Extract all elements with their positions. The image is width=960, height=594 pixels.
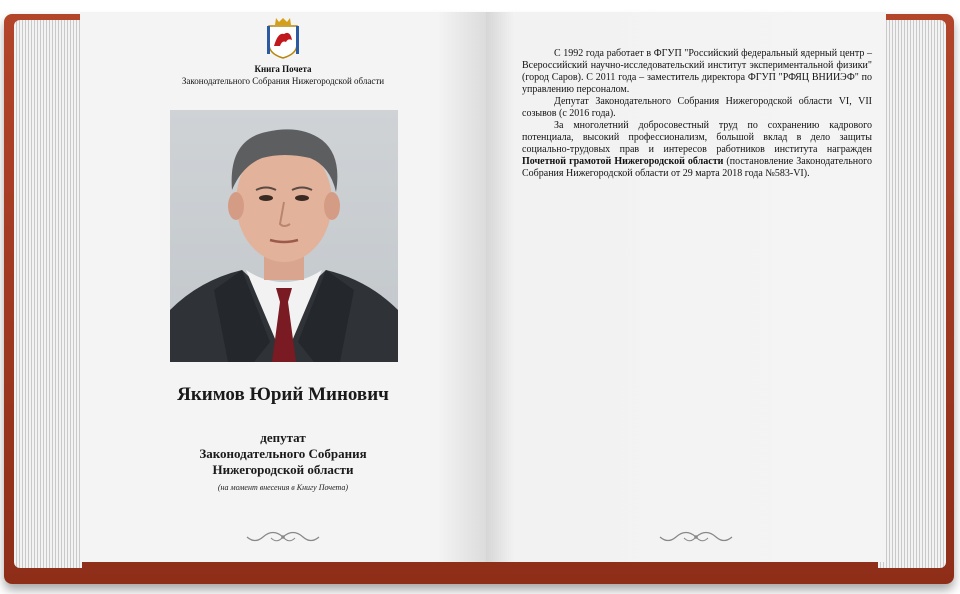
position-line-1: депутат: [260, 430, 306, 445]
award-text-end: (постановление Законодательного Собрания Нижегородской области от 29 марта 2018 года №583-VI).: [522, 156, 872, 179]
right-page-edges: [878, 20, 946, 568]
biography-text: [522, 48, 872, 180]
biography-paragraph-3: [522, 120, 872, 180]
ornament-divider-icon: [656, 528, 736, 546]
biography-paragraph-2: Депутат Законодательного Собрания Нижегородской области VI, VII созывов (с 2016 года).: [522, 96, 872, 119]
book-title: Книга Почета: [254, 64, 312, 74]
award-text-start: За многолетний добросовестный труд по сохранению кадрового потенциала, высокий профессионализм, большой вклад в дело защиты социально-трудовых прав и интересов работников института награжден: [522, 120, 872, 155]
person-name: Якимов Юрий Минович: [177, 384, 389, 405]
coat-of-arms-icon: [264, 16, 302, 60]
right-page: [486, 12, 886, 562]
award-name: Почетной грамотой Нижегородской области: [522, 156, 724, 167]
left-page-edges: [14, 20, 82, 568]
portrait-photo: [170, 110, 398, 362]
position-line-2: Законодательного Собрания: [199, 446, 367, 461]
biography-paragraph-1: С 1992 года работает в ФГУП "Российский федеральный ядерный центр – Всероссийский научно-исследовательский институт экспериментальной физики" (город Саров). С 2011 года – заместитель директора ФГУП "РФЯЦ ВНИИЭФ" по управлению персоналом.: [522, 48, 872, 95]
book-subtitle: Законодательного Собрания Нижегородской области: [181, 76, 385, 86]
left-page: [80, 12, 486, 562]
ornament-divider-icon: [243, 528, 323, 546]
position-line-3: Нижегородской области: [212, 462, 354, 477]
entry-note: (на момент внесения в Книгу Почета): [217, 483, 349, 492]
